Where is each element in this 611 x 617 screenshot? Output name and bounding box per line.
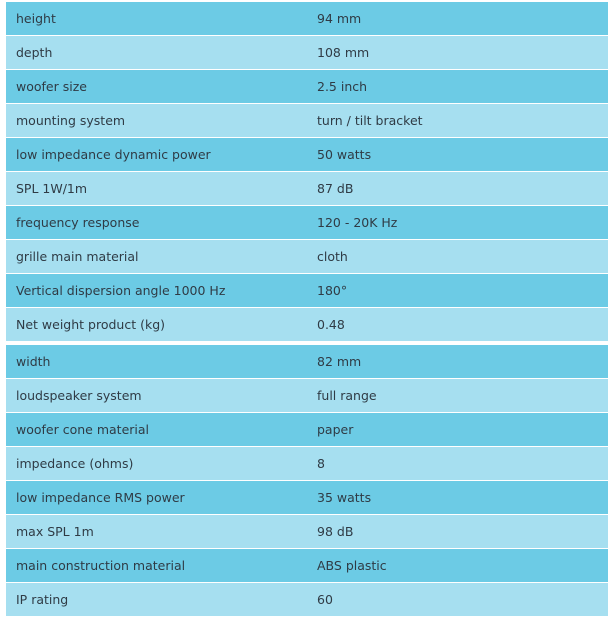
spec-value-construction-material: ABS plastic <box>317 558 387 573</box>
table-row <box>6 583 608 617</box>
spec-label-rms-power: low impedance RMS power <box>16 490 185 505</box>
spec-value-woofer-size: 2.5 inch <box>317 79 368 94</box>
spec-label-frequency-response: frequency response <box>16 215 140 230</box>
spec-value-net-weight: 0.48 <box>317 317 345 332</box>
spec-label-impedance: impedance (ohms) <box>16 456 134 471</box>
table-row <box>6 379 608 413</box>
table-row <box>6 36 608 70</box>
spec-label-construction-material: main construction material <box>16 558 186 573</box>
spec-value-frequency-response: 120 - 20K Hz <box>317 215 398 230</box>
table-row <box>6 172 608 206</box>
spec-label-mounting-system: mounting system <box>16 113 126 128</box>
table-row <box>6 345 608 379</box>
table-row <box>6 274 608 308</box>
spec-value-height: 94 mm <box>317 11 362 26</box>
table-row <box>6 481 608 515</box>
spec-value-cone-material: paper <box>317 422 354 437</box>
table-row <box>6 206 608 240</box>
spec-label-dynamic-power: low impedance dynamic power <box>16 147 211 162</box>
spec-label-woofer-size: woofer size <box>16 79 87 94</box>
spec-table-secondary <box>6 345 608 617</box>
spec-label-ip-rating: IP rating <box>16 592 69 607</box>
spec-label-height: height <box>16 11 56 26</box>
spec-value-impedance: 8 <box>317 456 325 471</box>
spec-value-mounting-system: turn / tilt bracket <box>317 113 423 128</box>
spec-table-primary <box>6 2 608 342</box>
spec-label-dispersion-angle: Vertical dispersion angle 1000 Hz <box>16 283 226 298</box>
table-row <box>6 549 608 583</box>
spec-label-max-spl: max SPL 1m <box>16 524 94 539</box>
table-row <box>6 515 608 549</box>
table-row <box>6 240 608 274</box>
spec-label-loudspeaker-system: loudspeaker system <box>16 388 142 403</box>
spec-value-ip-rating: 60 <box>317 592 333 607</box>
spec-value-max-spl: 98 dB <box>317 524 354 539</box>
table-row <box>6 2 608 36</box>
table-row <box>6 104 608 138</box>
spec-label-width: width <box>16 354 51 369</box>
table-row <box>6 413 608 447</box>
table-row <box>6 308 608 342</box>
spec-label-grille-material: grille main material <box>16 249 139 264</box>
spec-value-rms-power: 35 watts <box>317 490 372 505</box>
spec-label-net-weight: Net weight product (kg) <box>16 317 166 332</box>
spec-label-spl: SPL 1W/1m <box>16 181 88 196</box>
spec-value-width: 82 mm <box>317 354 362 369</box>
table-row <box>6 447 608 481</box>
spec-value-dynamic-power: 50 watts <box>317 147 372 162</box>
spec-value-dispersion-angle: 180° <box>317 283 348 298</box>
spec-value-depth: 108 mm <box>317 45 370 60</box>
spec-value-loudspeaker-system: full range <box>317 388 377 403</box>
spec-value-grille-material: cloth <box>317 249 348 264</box>
spec-label-cone-material: woofer cone material <box>16 422 150 437</box>
table-row <box>6 138 608 172</box>
table-row <box>6 70 608 104</box>
spec-value-spl: 87 dB <box>317 181 354 196</box>
spec-label-depth: depth <box>16 45 53 60</box>
